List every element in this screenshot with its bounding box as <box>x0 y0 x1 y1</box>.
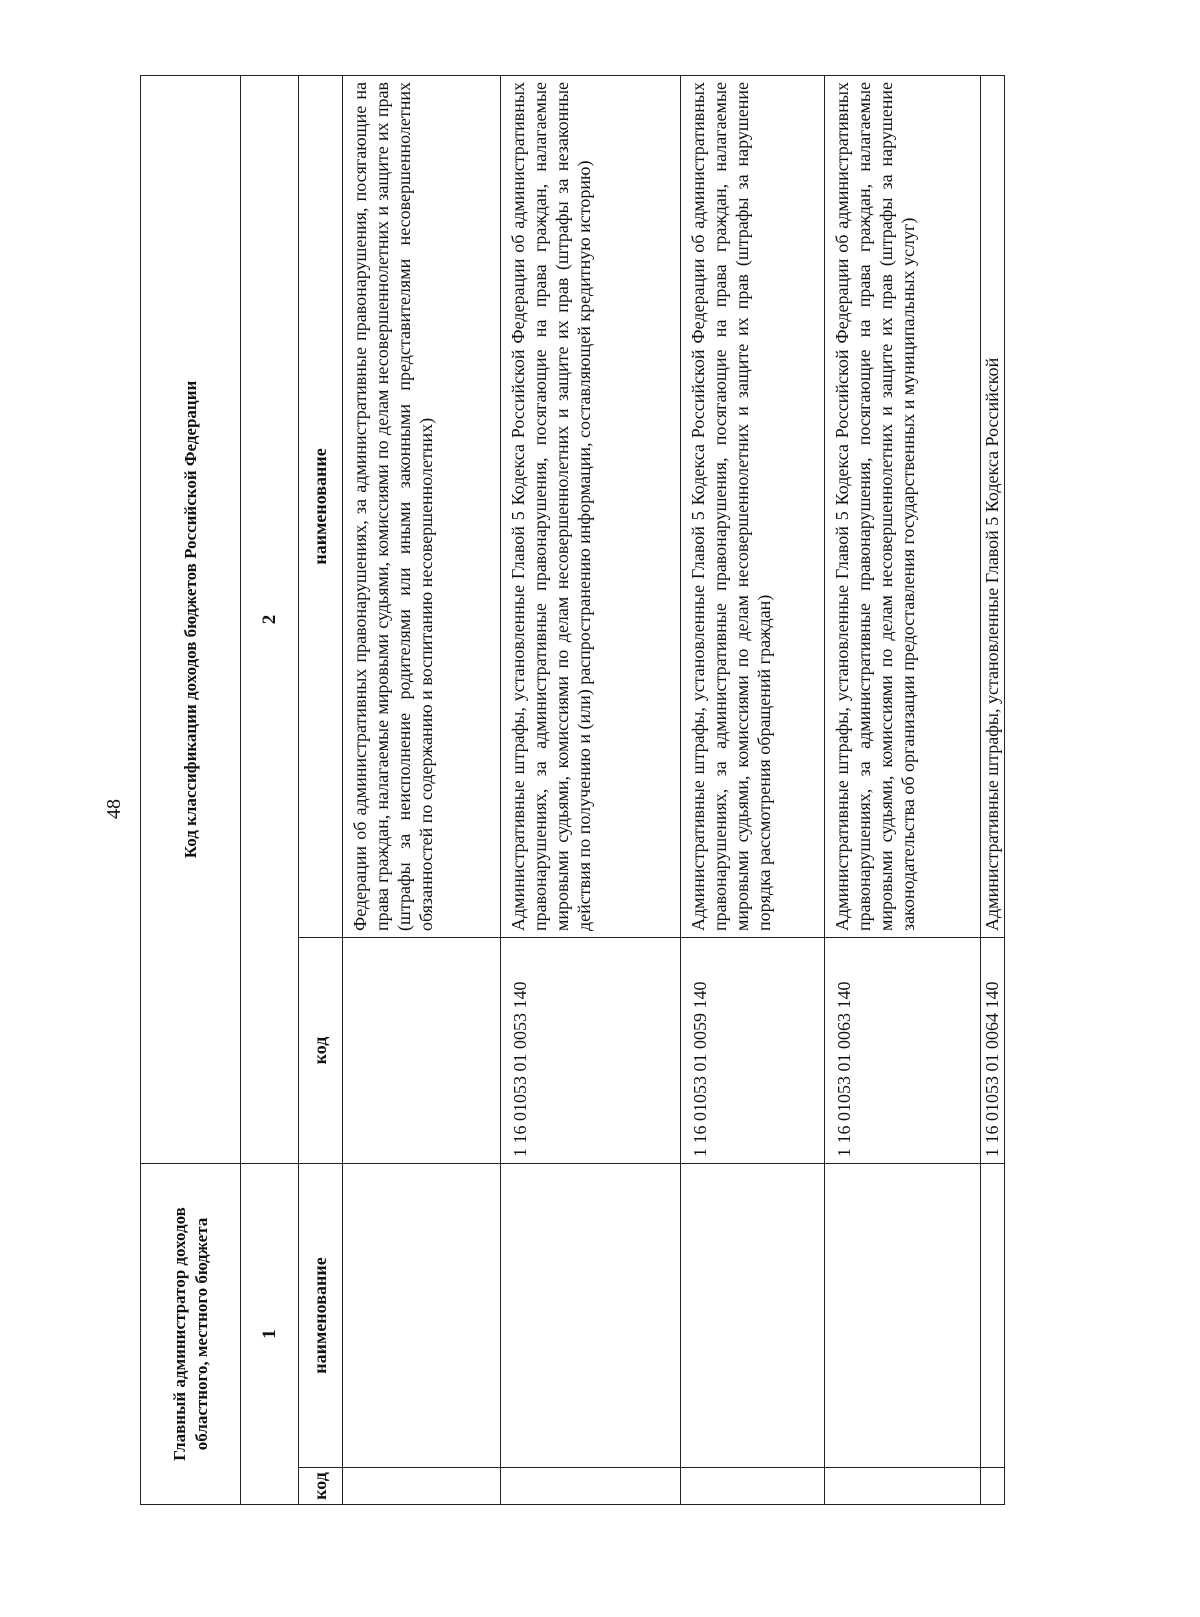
row-admin-name <box>981 1163 1005 1467</box>
column-number-2: 2 <box>241 75 299 1163</box>
row-admin-code <box>343 1468 501 1505</box>
row-admin-name <box>343 1163 501 1467</box>
page-number: 48 <box>103 799 125 819</box>
row-admin-name <box>501 1163 681 1467</box>
row-name: Административные штрафы, установленные Главой 5 Кодекса Российской Федерации об административных правонарушениях, за административные правонарушения, посягающие на права граждан, налагаемые мировыми судьями, комиссиями по делам несовершеннолетних и защите их прав (штрафы за незаконные действия по получению и (или) распространению информации, составляющей кредитную историю) <box>501 75 681 937</box>
row-admin-code <box>981 1468 1005 1505</box>
revenue-classification-table <box>140 75 1005 1505</box>
row-name: Административные штрафы, установленные Главой 5 Кодекса Российской Федерации об административных правонарушениях, за административные правонарушения, посягающие на права граждан, налагаемые мировыми судьями, комиссиями по делам несовершеннолетних и защите их прав (штрафы за нарушение порядка рассмотрения обращений граждан) <box>681 75 825 937</box>
rotated-table-frame <box>140 76 1004 1505</box>
row-admin-code <box>825 1468 981 1505</box>
class-code-header: код <box>299 937 343 1163</box>
row-admin-code <box>501 1468 681 1505</box>
table-row <box>825 75 981 1504</box>
table-row <box>343 75 501 1504</box>
column-number-1: 1 <box>241 1163 299 1504</box>
row-name: Административные штрафы, установленные Главой 5 Кодекса Российской Федерации об административных правонарушениях, за административные правонарушения, посягающие на права граждан, налагаемые мировыми судьями, комиссиями по делам несовершеннолетних и защите их прав (штрафы за нарушение законодательства об организации предоставления государственных и муниципальных услуг) <box>825 75 981 937</box>
table-row <box>681 75 825 1504</box>
row-code: 1 16 01053 01 0053 140 <box>501 937 681 1163</box>
row-code: 1 16 01053 01 0064 140 <box>981 937 1005 1163</box>
row-code: 1 16 01053 01 0063 140 <box>825 937 981 1163</box>
row-admin-name <box>825 1163 981 1467</box>
table-row <box>981 75 1005 1504</box>
admin-name-header: наименование <box>299 1163 343 1467</box>
table-row <box>501 75 681 1504</box>
row-code: 1 16 01053 01 0059 140 <box>681 937 825 1163</box>
row-admin-name <box>681 1163 825 1467</box>
classification-header: Код классификации доходов бюджетов Российской Федерации <box>141 75 241 1163</box>
rotated-table-content <box>140 76 1004 1505</box>
row-code <box>343 937 501 1163</box>
admin-header: Главный администратор доходов областного, местного бюджета <box>141 1163 241 1504</box>
row-name: Федерации об административных правонарушениях, за административные правонарушения, посягающие на права граждан, налагаемые мировыми судьями, комиссиями по делам несовершеннолетних и защите их прав (штрафы за неисполнение родителями или иными законными представителями несовершеннолетних обязанностей по содержанию и воспитанию несовершеннолетних) <box>343 75 501 937</box>
row-admin-code <box>681 1468 825 1505</box>
class-name-header: наименование <box>299 75 343 937</box>
admin-code-header: код <box>299 1468 343 1505</box>
row-name: Административные штрафы, установленные Главой 5 Кодекса Российской <box>981 75 1005 937</box>
